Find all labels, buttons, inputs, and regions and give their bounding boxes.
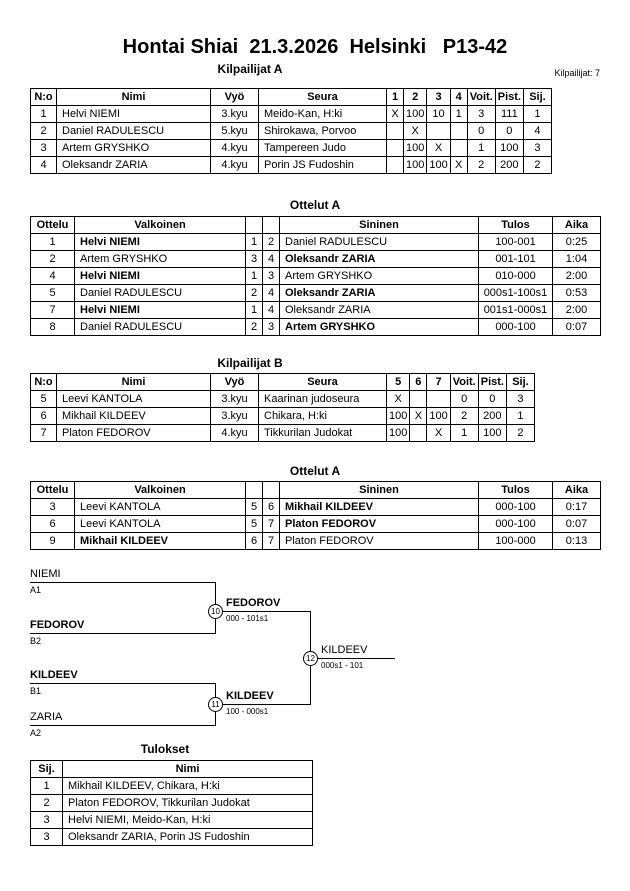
col-header-nro: N:o	[31, 89, 57, 106]
cell-g1: X	[387, 106, 404, 123]
cell-white-no: 3	[246, 251, 263, 268]
col-header-bn	[263, 482, 280, 499]
cell-sij: 1	[31, 778, 63, 795]
cell-g4: 1	[450, 106, 467, 123]
match-row	[31, 533, 601, 550]
cell-aika: 0:53	[553, 285, 601, 302]
cell-g2	[410, 391, 427, 408]
col-header-tulos: Tulos	[479, 217, 553, 234]
cell-g1	[387, 123, 404, 140]
cell-white-name: Leevi KANTOLA	[75, 516, 246, 533]
cell-blue-name: Platon FEDOROV	[280, 533, 479, 550]
bracket-match-score: 100 - 000s1	[226, 707, 269, 716]
cell-nro: 7	[31, 425, 57, 442]
cell-white-name: Daniel RADULESCU	[75, 319, 246, 336]
cell-tulos: 100-000	[479, 533, 553, 550]
cell-tulos: 001-101	[479, 251, 553, 268]
cell-sij: 1	[506, 408, 534, 425]
cell-tulos: 000-100	[479, 319, 553, 336]
cell-blue-no: 4	[263, 302, 280, 319]
cell-pist: 200	[478, 408, 506, 425]
cell-nro: 4	[31, 157, 57, 174]
cell-voit: 0	[467, 123, 495, 140]
match-row	[31, 499, 601, 516]
cell-g3	[427, 123, 450, 140]
match-row	[31, 516, 601, 533]
cell-match-no: 7	[31, 302, 75, 319]
cell-pist: 0	[478, 391, 506, 408]
cell-white-name: Daniel RADULESCU	[75, 285, 246, 302]
matches-a-table	[30, 216, 601, 336]
header-row	[31, 89, 552, 106]
header-row	[31, 761, 313, 778]
cell-pist: 111	[495, 106, 523, 123]
cell-match-no: 3	[31, 499, 75, 516]
col-header-valkoinen: Valkoinen	[75, 217, 246, 234]
cell-white-no: 2	[246, 319, 263, 336]
cell-blue-no: 4	[263, 251, 280, 268]
cell-sij: 3	[31, 829, 63, 846]
page-title: Hontai Shiai 21.3.2026 Helsinki P13-42	[122, 36, 508, 58]
cell-match-no: 9	[31, 533, 75, 550]
cell-white-name: Helvi NIEMI	[75, 302, 246, 319]
cell-g3: X	[427, 425, 450, 442]
col-header-nimi: Nimi	[63, 761, 313, 778]
cell-pist: 100	[495, 140, 523, 157]
cell-voit: 1	[467, 140, 495, 157]
match-row	[31, 268, 601, 285]
bracket-slot-name: ZARIA	[30, 711, 63, 723]
result-row	[31, 795, 313, 812]
results-title: Tulokset	[140, 742, 190, 756]
cell-nro: 6	[31, 408, 57, 425]
cell-white-no: 5	[246, 499, 263, 516]
cell-blue-no: 2	[263, 234, 280, 251]
col-header-sij: Sij.	[31, 761, 63, 778]
cell-nimi: Leevi KANTOLA	[57, 391, 211, 408]
bracket-winner-name: KILDEEV	[226, 690, 274, 702]
col-header-vyo: Vyö	[211, 374, 259, 391]
bracket-slot-code: A2	[30, 728, 42, 738]
cell-white-name: Mikhail KILDEEV	[75, 533, 246, 550]
cell-vyo: 5.kyu	[211, 123, 259, 140]
results-table	[30, 760, 313, 846]
cell-pist: 100	[478, 425, 506, 442]
cell-seura: Shirokawa, Porvoo	[259, 123, 387, 140]
cell-aika: 0:07	[553, 516, 601, 533]
cell-match-no: 6	[31, 516, 75, 533]
bracket-slot-code: A1	[30, 585, 42, 595]
cell-vyo: 3.kyu	[211, 408, 259, 425]
competitor-row	[31, 140, 552, 157]
cell-nimi: Daniel RADULESCU	[57, 123, 211, 140]
header-row	[31, 374, 535, 391]
cell-nro: 5	[31, 391, 57, 408]
bracket-line	[215, 704, 310, 705]
cell-g4	[450, 123, 467, 140]
cell-vyo: 3.kyu	[211, 106, 259, 123]
cell-white-name: Helvi NIEMI	[75, 268, 246, 285]
header-row	[31, 482, 601, 499]
competitor-row	[31, 123, 552, 140]
cell-g4: X	[450, 157, 467, 174]
cell-sij: 1	[523, 106, 551, 123]
cell-voit: 0	[450, 391, 478, 408]
bracket-slot-name: NIEMI	[30, 568, 61, 580]
cell-white-no: 5	[246, 516, 263, 533]
cell-aika: 2:00	[553, 302, 601, 319]
competitor-row	[31, 106, 552, 123]
cell-match-no: 1	[31, 234, 75, 251]
col-header-seura: Seura	[259, 89, 387, 106]
cell-blue-no: 3	[263, 319, 280, 336]
bracket-match-score: 000s1 - 101	[321, 661, 364, 670]
cell-blue-name: Oleksandr ZARIA	[280, 285, 479, 302]
cell-white-name: Artem GRYSHKO	[75, 251, 246, 268]
cell-g3: 100	[427, 157, 450, 174]
cell-sij: 3	[523, 140, 551, 157]
competitor-row	[31, 391, 535, 408]
bracket-winner-name: KILDEEV	[321, 644, 368, 656]
cell-blue-no: 4	[263, 285, 280, 302]
col-header-voit: Voit.	[467, 89, 495, 106]
cell-vyo: 3.kyu	[211, 391, 259, 408]
match-row	[31, 251, 601, 268]
match-number-badge: 12	[303, 651, 318, 666]
col-header-7: 7	[427, 374, 450, 391]
cell-seura: Porin JS Fudoshin	[259, 157, 387, 174]
cell-nro: 1	[31, 106, 57, 123]
cell-seura: Chikara, H:ki	[259, 408, 387, 425]
final-bracket	[0, 560, 630, 755]
cell-seura: Meido-Kan, H:ki	[259, 106, 387, 123]
cell-nimi: Artem GRYSHKO	[57, 140, 211, 157]
cell-nimi: Platon FEDOROV	[57, 425, 211, 442]
cell-sij: 3	[506, 391, 534, 408]
cell-sij: 2	[506, 425, 534, 442]
col-header-4: 4	[450, 89, 467, 106]
cell-sij: 2	[523, 157, 551, 174]
cell-white-no: 1	[246, 234, 263, 251]
cell-nimi: Helvi NIEMI	[57, 106, 211, 123]
cell-white-name: Helvi NIEMI	[75, 234, 246, 251]
result-row	[31, 812, 313, 829]
cell-g3	[427, 391, 450, 408]
col-header-wn	[246, 482, 263, 499]
pool-a-table	[30, 88, 552, 174]
cell-g2: 100	[404, 140, 427, 157]
bracket-winner-name: FEDOROV	[226, 597, 281, 609]
match-row	[31, 234, 601, 251]
cell-g2: X	[410, 408, 427, 425]
bracket-line	[30, 725, 215, 726]
cell-white-no: 2	[246, 285, 263, 302]
cell-sij: 4	[523, 123, 551, 140]
cell-white-no: 1	[246, 302, 263, 319]
col-header-nimi: Nimi	[57, 89, 211, 106]
col-header-pist: Pist.	[478, 374, 506, 391]
cell-g3: X	[427, 140, 450, 157]
pool-a-title: Kilpailijat A	[217, 62, 283, 76]
cell-aika: 0:07	[553, 319, 601, 336]
matches-b-table	[30, 481, 601, 550]
cell-tulos: 000-100	[479, 499, 553, 516]
cell-g1: 100	[387, 408, 410, 425]
col-header-valkoinen: Valkoinen	[75, 482, 246, 499]
cell-blue-no: 6	[263, 499, 280, 516]
cell-blue-no: 7	[263, 533, 280, 550]
cell-nimi: Oleksandr ZARIA, Porin JS Fudoshin	[63, 829, 313, 846]
cell-g2	[410, 425, 427, 442]
cell-tulos: 000-100	[479, 516, 553, 533]
cell-match-no: 5	[31, 285, 75, 302]
col-header-wn	[246, 217, 263, 234]
bracket-slot-code: B1	[30, 686, 42, 696]
col-header-ottelu: Ottelu	[31, 482, 75, 499]
cell-pist: 0	[495, 123, 523, 140]
col-header-sininen: Sininen	[280, 217, 479, 234]
col-header-aika: Aika	[553, 482, 601, 499]
header-row	[31, 217, 601, 234]
cell-blue-name: Platon FEDOROV	[280, 516, 479, 533]
cell-blue-name: Oleksandr ZARIA	[280, 302, 479, 319]
cell-nimi: Mikhail KILDEEV, Chikara, H:ki	[63, 778, 313, 795]
cell-g2: 100	[404, 157, 427, 174]
competitor-row	[31, 408, 535, 425]
cell-blue-no: 3	[263, 268, 280, 285]
match-row	[31, 319, 601, 336]
match-number-badge: 11	[208, 697, 223, 712]
matches-a-title: Ottelut A	[289, 198, 341, 212]
cell-g4	[450, 140, 467, 157]
cell-g1	[387, 140, 404, 157]
cell-tulos: 001s1-000s1	[479, 302, 553, 319]
pool-b-table	[30, 373, 535, 442]
cell-sij: 2	[31, 795, 63, 812]
cell-blue-name: Mikhail KILDEEV	[280, 499, 479, 516]
cell-aika: 0:17	[553, 499, 601, 516]
bracket-line	[215, 611, 310, 612]
cell-blue-name: Daniel RADULESCU	[280, 234, 479, 251]
cell-aika: 0:25	[553, 234, 601, 251]
bracket-line	[30, 683, 215, 684]
cell-sij: 3	[31, 812, 63, 829]
matches-b-title: Ottelut A	[289, 464, 341, 478]
cell-blue-name: Oleksandr ZARIA	[280, 251, 479, 268]
cell-g1	[387, 157, 404, 174]
cell-tulos: 100-001	[479, 234, 553, 251]
cell-vyo: 4.kyu	[211, 157, 259, 174]
cell-nimi: Helvi NIEMI, Meido-Kan, H:ki	[63, 812, 313, 829]
cell-seura: Tampereen Judo	[259, 140, 387, 157]
cell-g2: X	[404, 123, 427, 140]
col-header-voit: Voit.	[450, 374, 478, 391]
cell-nimi: Platon FEDOROV, Tikkurilan Judokat	[63, 795, 313, 812]
col-header-sij: Sij.	[523, 89, 551, 106]
cell-g2: 100	[404, 106, 427, 123]
cell-g1: 100	[387, 425, 410, 442]
cell-voit: 2	[450, 408, 478, 425]
cell-tulos: 000s1-100s1	[479, 285, 553, 302]
cell-blue-name: Artem GRYSHKO	[280, 319, 479, 336]
bracket-line	[310, 658, 395, 659]
col-header-ottelu: Ottelu	[31, 217, 75, 234]
cell-seura: Kaarinan judoseura	[259, 391, 387, 408]
cell-match-no: 2	[31, 251, 75, 268]
col-header-sij: Sij.	[506, 374, 534, 391]
cell-blue-no: 7	[263, 516, 280, 533]
cell-seura: Tikkurilan Judokat	[259, 425, 387, 442]
cell-tulos: 010-000	[479, 268, 553, 285]
bracket-line	[30, 633, 215, 634]
cell-nro: 3	[31, 140, 57, 157]
cell-g3: 10	[427, 106, 450, 123]
competitor-row	[31, 157, 552, 174]
cell-pist: 200	[495, 157, 523, 174]
cell-aika: 1:04	[553, 251, 601, 268]
cell-nimi: Oleksandr ZARIA	[57, 157, 211, 174]
col-header-seura: Seura	[259, 374, 387, 391]
competitors-count: Kilpailijat: 7	[554, 68, 600, 78]
match-number-badge: 10	[208, 604, 223, 619]
col-header-5: 5	[387, 374, 410, 391]
result-row	[31, 829, 313, 846]
cell-match-no: 8	[31, 319, 75, 336]
cell-white-no: 1	[246, 268, 263, 285]
cell-blue-name: Artem GRYSHKO	[280, 268, 479, 285]
col-header-1: 1	[387, 89, 404, 106]
cell-aika: 2:00	[553, 268, 601, 285]
cell-nro: 2	[31, 123, 57, 140]
bracket-slot-name: FEDOROV	[30, 619, 85, 631]
cell-nimi: Mikhail KILDEEV	[57, 408, 211, 425]
cell-aika: 0:13	[553, 533, 601, 550]
col-header-3: 3	[427, 89, 450, 106]
col-header-bn	[263, 217, 280, 234]
col-header-aika: Aika	[553, 217, 601, 234]
col-header-6: 6	[410, 374, 427, 391]
bracket-slot-name: KILDEEV	[30, 669, 78, 681]
cell-match-no: 4	[31, 268, 75, 285]
cell-voit: 3	[467, 106, 495, 123]
cell-vyo: 4.kyu	[211, 140, 259, 157]
match-row	[31, 285, 601, 302]
cell-white-no: 6	[246, 533, 263, 550]
cell-voit: 2	[467, 157, 495, 174]
col-header-2: 2	[404, 89, 427, 106]
col-header-pist: Pist.	[495, 89, 523, 106]
competitor-row	[31, 425, 535, 442]
col-header-tulos: Tulos	[479, 482, 553, 499]
pool-b-title: Kilpailijat B	[217, 356, 283, 370]
cell-g1: X	[387, 391, 410, 408]
bracket-match-score: 000 - 101s1	[226, 614, 269, 623]
cell-white-name: Leevi KANTOLA	[75, 499, 246, 516]
cell-voit: 1	[450, 425, 478, 442]
col-header-vyo: Vyö	[211, 89, 259, 106]
result-row	[31, 778, 313, 795]
col-header-sininen: Sininen	[280, 482, 479, 499]
bracket-line	[30, 582, 215, 583]
col-header-nro: N:o	[31, 374, 57, 391]
match-row	[31, 302, 601, 319]
cell-g3: 100	[427, 408, 450, 425]
col-header-nimi: Nimi	[57, 374, 211, 391]
cell-vyo: 4.kyu	[211, 425, 259, 442]
bracket-slot-code: B2	[30, 636, 42, 646]
